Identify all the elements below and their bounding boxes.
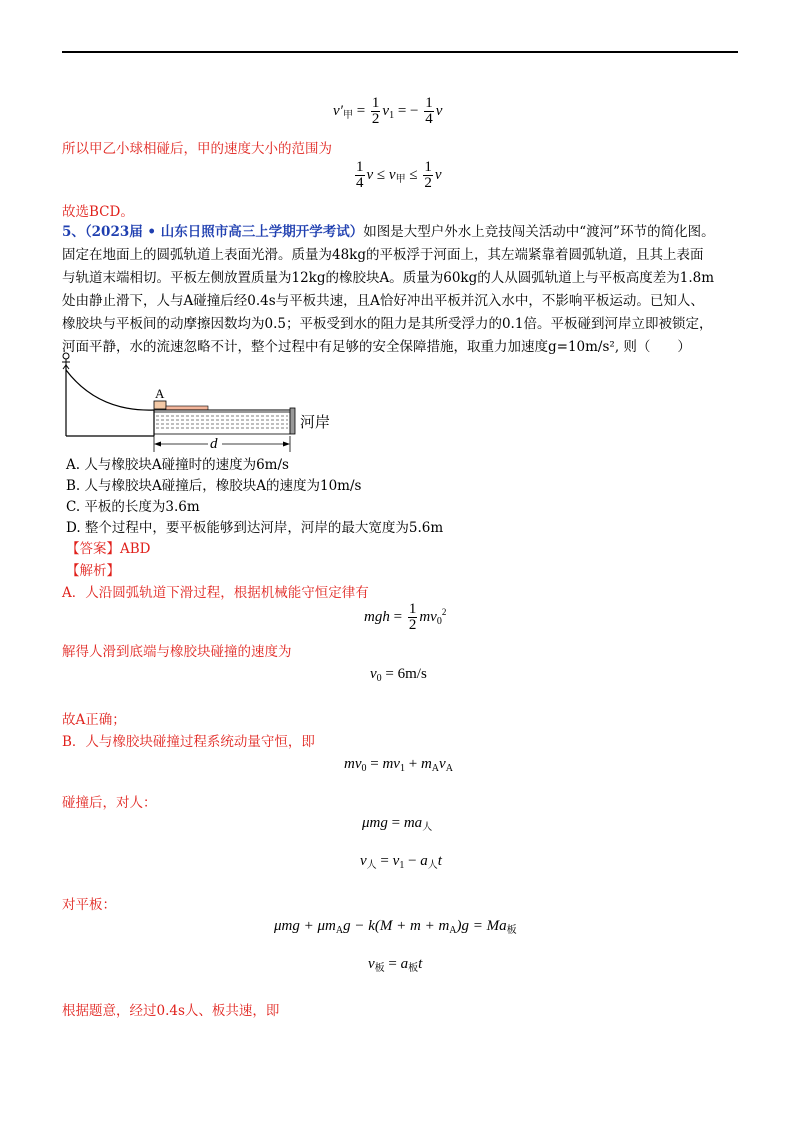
option-a: A. 人与橡胶块A碰撞时的速度为6m/s (66, 457, 289, 473)
question-5-line6: 河面平静，水的流速忽略不计，整个过程中有足够的安全保障措施，取重力加速度g=10m/s², 则（ ） (62, 339, 691, 355)
equation-person-velocity: $v_人 = v_1 - a_人t$ (360, 853, 442, 871)
question-source: （2023届 • 山东日照市高三上学期开学考试） (84, 224, 364, 240)
equation-person-friction: $\mu mg = ma_人$ (362, 815, 433, 833)
label-d: d (210, 436, 218, 452)
person-icon (63, 353, 69, 359)
plank (166, 406, 208, 410)
analysis-b-text1: B．人与橡胶块碰撞过程系统动量守恒，即 (62, 734, 315, 750)
equation-energy: mgh = $\frac{1}{2}$ $mv_0^2$ (364, 601, 447, 633)
analysis-a-text3: 故A正确； (62, 712, 126, 728)
option-c: C. 平板的长度为3.6m (66, 499, 200, 515)
question-number: 5、 (62, 224, 85, 240)
equation-plank-force: $\mu mg + \mu m_Ag - k(M + m + m_A)g = Ma_板$ (274, 918, 517, 936)
analysis-a-text1: A．人沿圆弧轨道下滑过程，根据机械能守恒定律有 (62, 585, 369, 601)
question-5-line2: 固定在地面上的圆弧轨道上表面光滑。质量为48kg的平板浮于河面上，其左端紧靠着圆弧轨道，且其上表面 (62, 247, 704, 263)
equation-v-jia: $v'_甲$ = $\frac{1}{2}$ $v_1$ = − $\frac{1}{4}$ v (333, 95, 443, 127)
text-range: 所以甲乙小球相碰后，甲的速度大小的范围为 (62, 141, 332, 157)
river-bank (290, 408, 295, 434)
question-5-line1: 5、（2023届 • 山东日照市高三上学期开学考试）如图是大型户外水上竞技闯关活动中“渡河”环节的简化图。 (62, 224, 715, 240)
label-A: A (155, 386, 165, 401)
answer: 【答案】ABD (66, 541, 151, 557)
equation-range: $\frac{1}{4}$ $v \le v_甲$ ≤ $\frac{1}{2}$ v (356, 159, 442, 191)
text-choose: 故选BCD。 (62, 204, 134, 220)
option-d: D. 整个过程中，要平板能够到达河岸，河岸的最大宽度为5.6m (66, 520, 444, 536)
rubber-block-A (154, 401, 166, 409)
analysis-a-text2: 解得人滑到底端与橡胶块碰撞的速度为 (62, 644, 292, 660)
arc-track (66, 370, 154, 410)
equation-plank-velocity: $v_板 = a_板t$ (368, 956, 423, 974)
option-b: B. 人与橡胶块A碰撞后，橡胶块A的速度为10m/s (66, 478, 362, 494)
analysis-b-text3: 对平板： (62, 897, 116, 913)
equation-v0: $v_0 = 6m/s$ (370, 666, 427, 684)
question-5-line4: 处由静止滑下，人与A碰撞后经0.4s与平板共速，且A恰好冲出平板并沉入水中，不影响平板运动。已知人、 (62, 293, 704, 309)
analysis-b-text4: 根据题意，经过0.4s人、板共速，即 (62, 1003, 280, 1019)
analysis-heading: 【解析】 (66, 563, 120, 579)
river-crossing-figure (58, 352, 338, 452)
label-river-bank: 河岸 (300, 415, 331, 431)
question-5-line5: 橡胶块与平板间的动摩擦因数均为0.5；平板受到水的阻力是其所受浮力的0.1倍。平板碰到河岸立即被锁定， (62, 316, 713, 332)
water (154, 412, 290, 434)
header-rule (62, 51, 738, 53)
analysis-b-text2: 碰撞后，对人： (62, 795, 157, 811)
equation-momentum: $mv_0 = mv_1 + m_Av_A$ (344, 756, 453, 774)
question-5-line3: 与轨道末端相切。平板左侧放置质量为12kg的橡胶块A。质量为60kg的人从圆弧轨道上与平板高度差为1.8m (62, 270, 715, 286)
